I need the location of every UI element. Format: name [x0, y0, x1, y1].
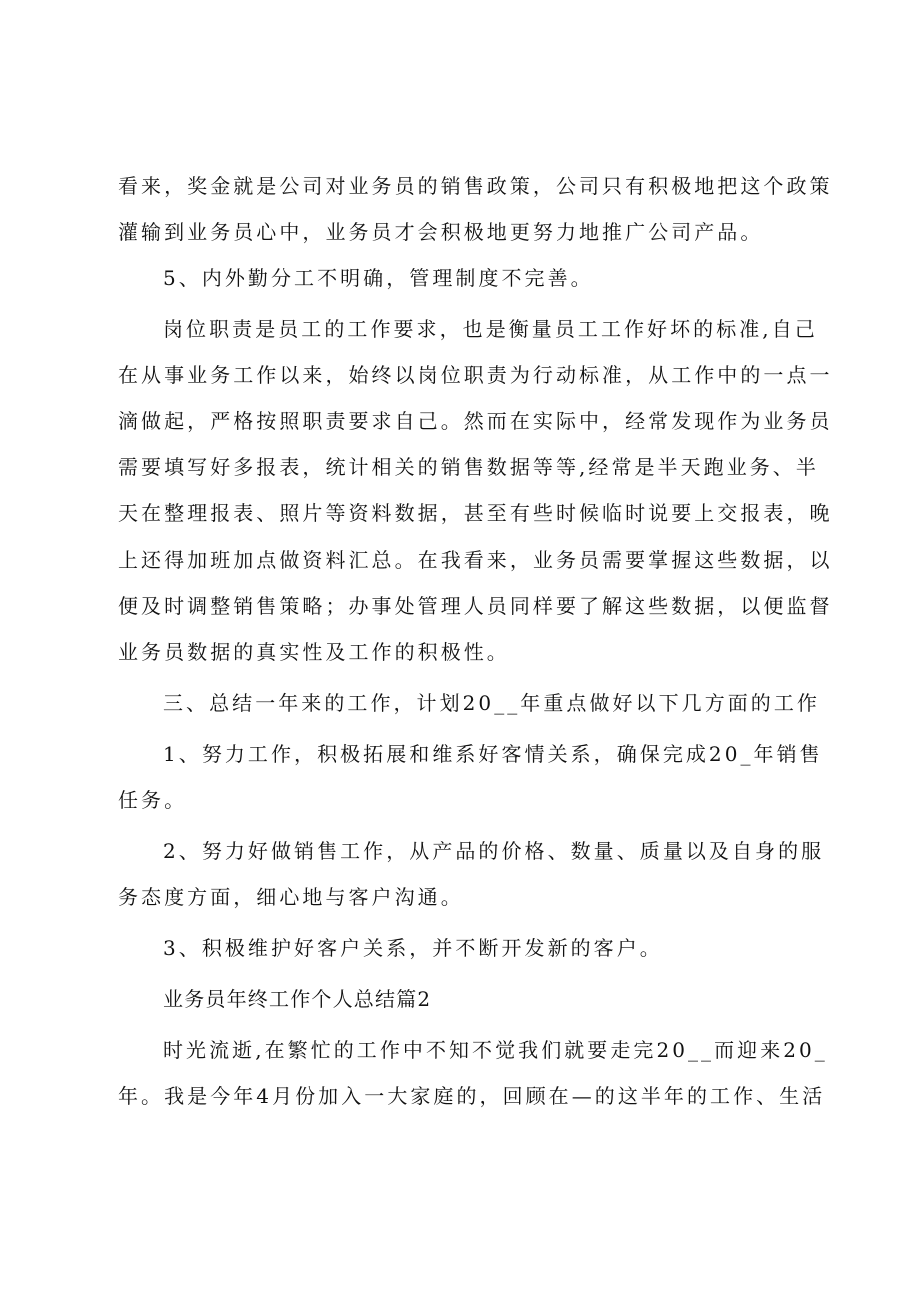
text-line-6: 滴做起，严格按照职责要求自己。然而在实际中，经常发现作为业务员	[118, 409, 833, 433]
text-line-10: 便及时调整销售策略；办事处管理人员同样要了解这些数据，以便监督	[118, 594, 833, 618]
text-line-3: 5、内外勤分工不明确，管理制度不完善。	[163, 266, 594, 290]
text-line-17: 3、积极维护好客户关系，并不断开发新的客户。	[163, 936, 663, 960]
text-line-12: 三、总结一年来的工作，计划20__年重点做好以下几方面的工作	[163, 691, 820, 715]
text-line-11: 业务员数据的真实性及工作的积极性。	[118, 640, 510, 664]
text-line-13: 1、努力工作，积极拓展和维系好客情关系，确保完成20_年销售	[163, 742, 823, 766]
text-line-14: 任务。	[118, 788, 188, 812]
text-line-16: 务态度方面，细心地与客户沟通。	[118, 885, 464, 909]
text-line-9: 上还得加班加点做资料汇总。在我看来，业务员需要掌握这些数据，以	[118, 548, 833, 572]
text-line-20: 年。我是今年4月份加入一大家庭的，回顾在—的这半年的工作、生活	[118, 1084, 826, 1108]
text-line-8: 天在整理报表、照片等资料数据，甚至有些时候临时说要上交报表，晚	[118, 501, 833, 525]
text-line-19: 时光流逝,在繁忙的工作中不知不觉我们就要走完20__而迎来20_	[163, 1038, 828, 1062]
text-line-4: 岗位职责是员工的工作要求，也是衡量员工工作好坏的标准,自己	[163, 317, 818, 341]
text-line-5: 在从事业务工作以来，始终以岗位职责为行动标准，从工作中的一点一	[118, 363, 833, 387]
text-line-15: 2、努力好做销售工作，从产品的价格、数量、质量以及自身的服	[163, 839, 825, 863]
text-line-1: 看来，奖金就是公司对业务员的销售政策，公司只有积极地把这个政策	[118, 174, 833, 198]
text-line-7: 需要填写好多报表，统计相关的销售数据等等,经常是半天跑业务、半	[118, 455, 819, 479]
text-line-2: 灌输到业务员心中，业务员才会积极地更努力地推广公司产品。	[118, 220, 764, 244]
section-title: 业务员年终工作个人总结篇2	[163, 987, 432, 1011]
